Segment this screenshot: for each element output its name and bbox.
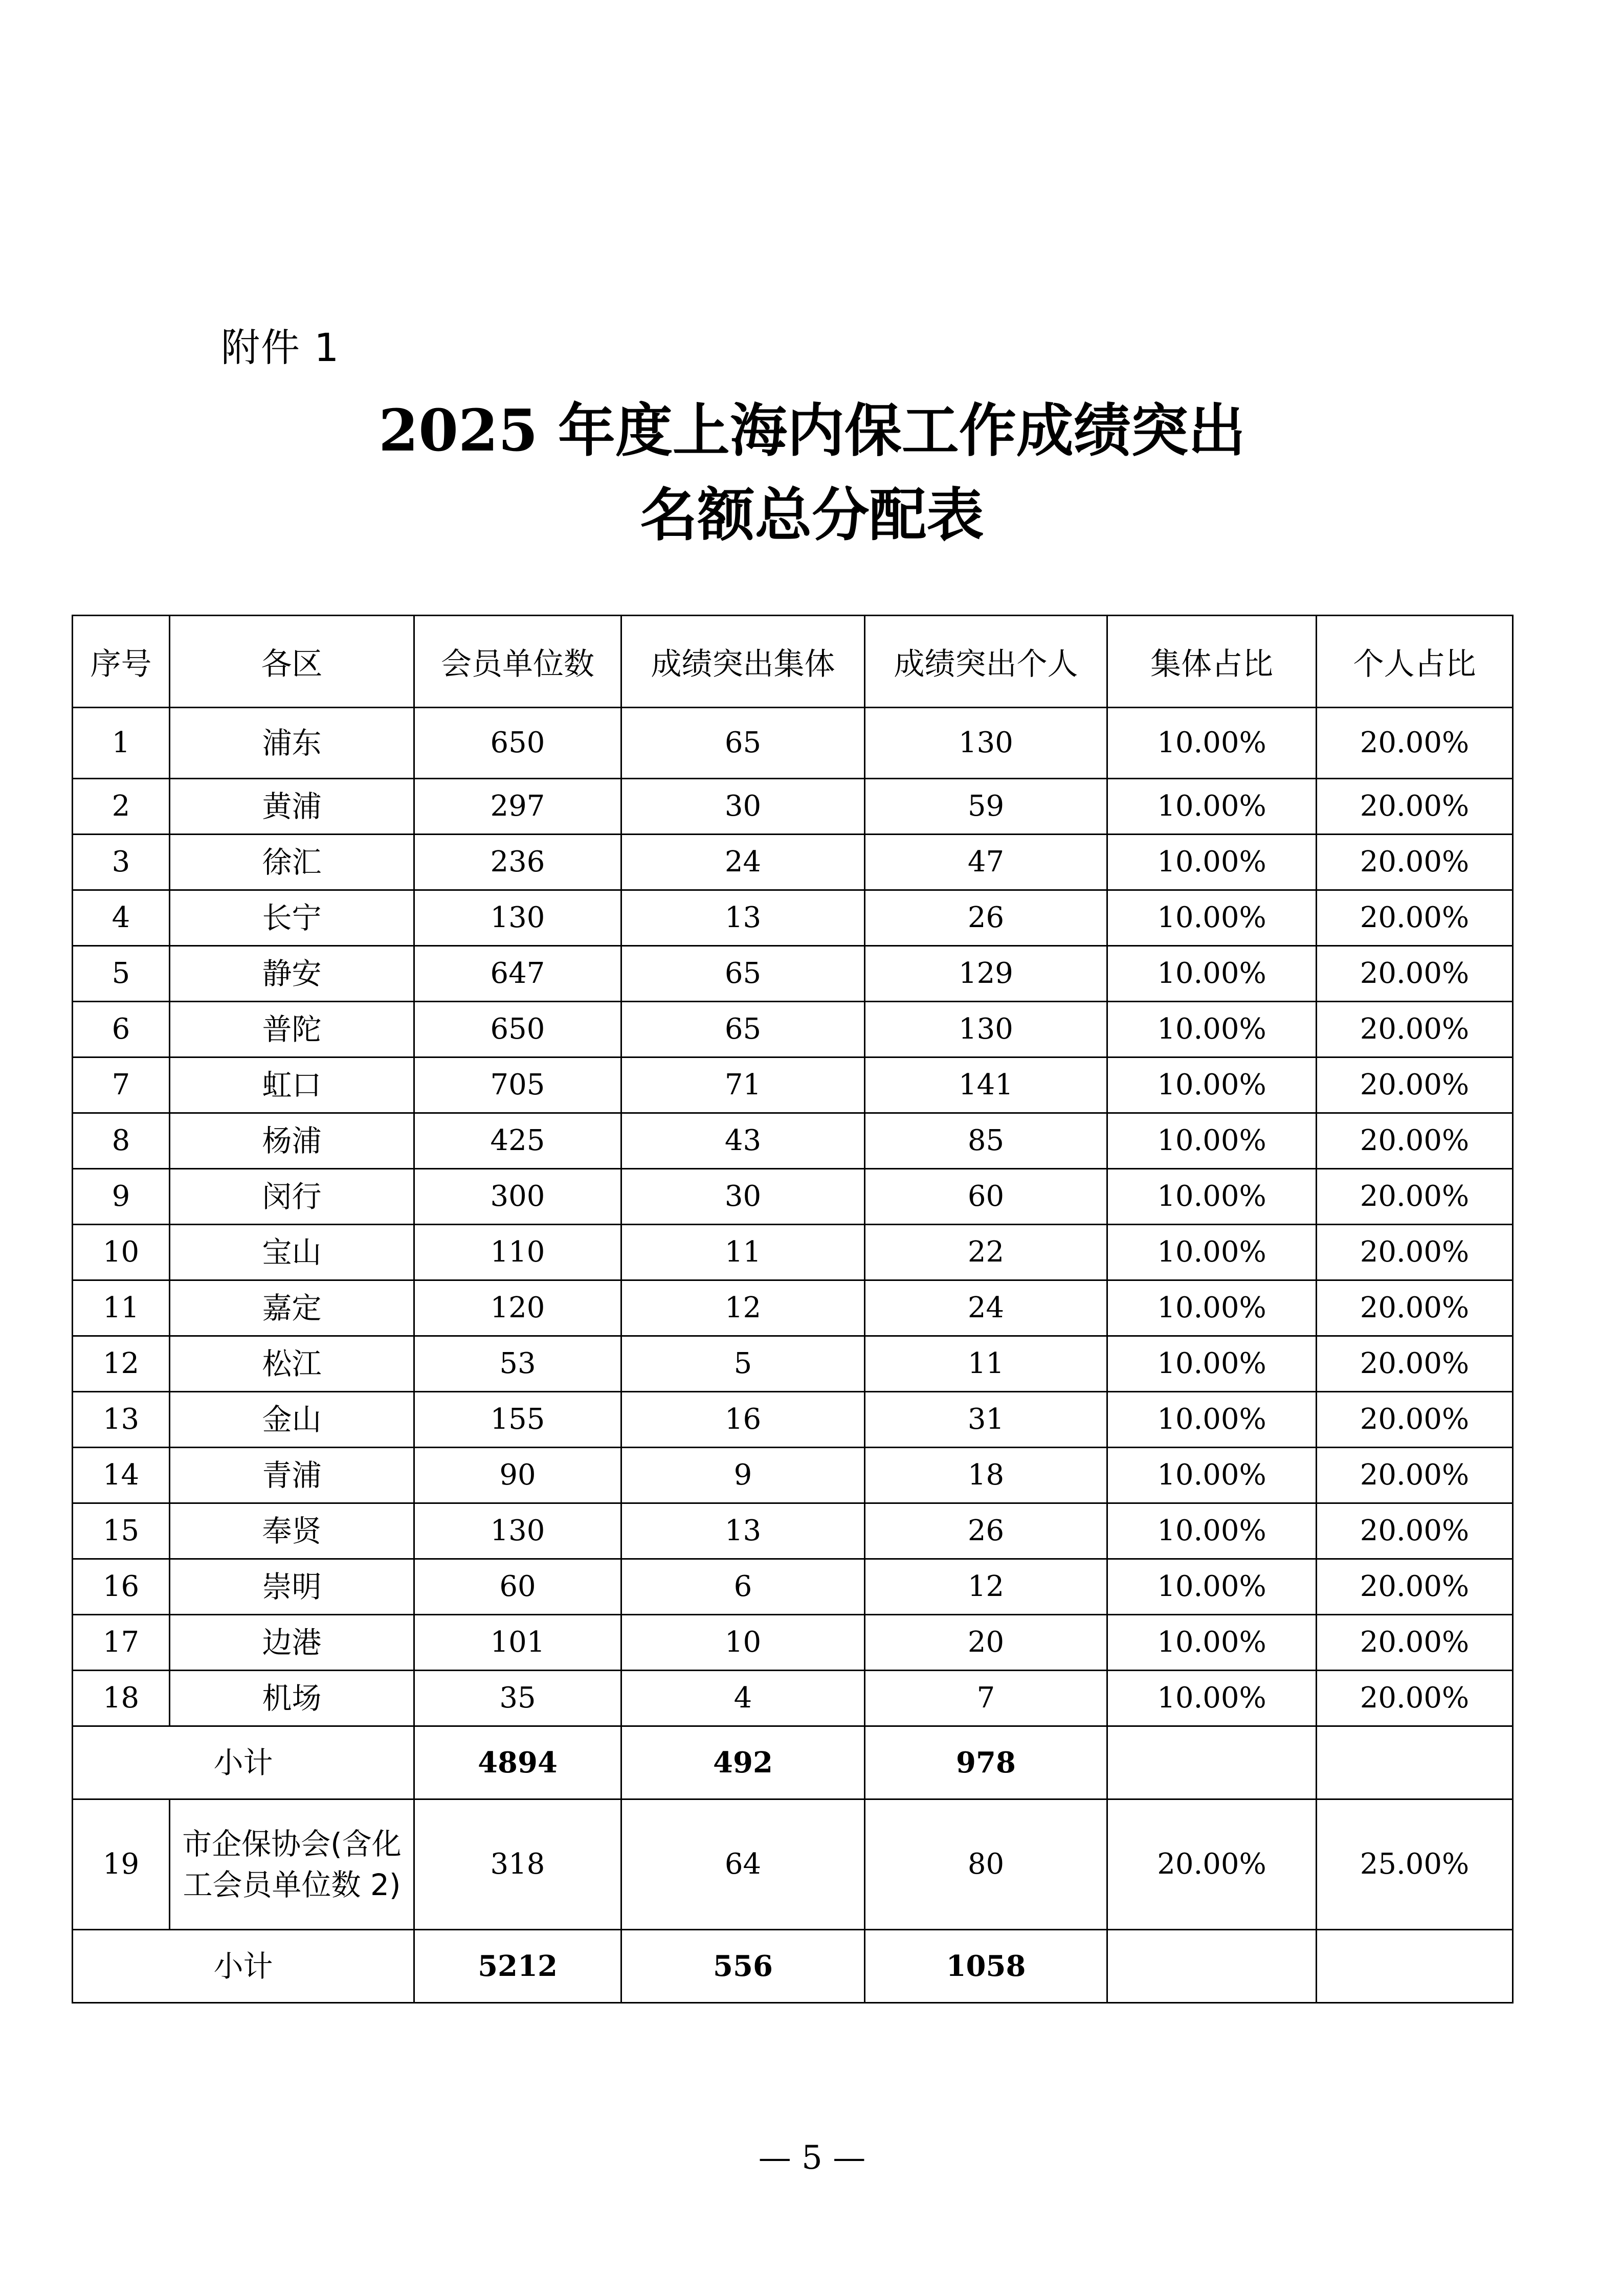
- subtotal-members: 5212: [414, 1930, 621, 2003]
- cell-district: 松江: [170, 1336, 414, 1392]
- cell-collective-ratio: 10.00%: [1107, 779, 1317, 835]
- cell-individual: 20: [865, 1615, 1107, 1671]
- header-row: [73, 616, 1513, 708]
- cell-collective: 71: [621, 1057, 865, 1113]
- cell-index: 1: [73, 708, 170, 779]
- cell-index: 17: [73, 1615, 170, 1671]
- table-row: [73, 1671, 1513, 1726]
- cell-individual: 24: [865, 1280, 1107, 1336]
- subtotal-label: 小计: [73, 1726, 414, 1799]
- cell-index: 15: [73, 1503, 170, 1559]
- cell-collective-ratio: 10.00%: [1107, 708, 1317, 779]
- cell-district: 崇明: [170, 1559, 414, 1615]
- cell-district: 闵行: [170, 1169, 414, 1225]
- table-row: [73, 1392, 1513, 1448]
- cell-district: 徐汇: [170, 835, 414, 890]
- cell-district: 长宁: [170, 890, 414, 946]
- table-row: [73, 946, 1513, 1002]
- cell-index: 13: [73, 1392, 170, 1448]
- association-row: [73, 1799, 1513, 1930]
- table-row: [73, 779, 1513, 835]
- cell-collective-ratio: 10.00%: [1107, 1057, 1317, 1113]
- cell-individual-ratio: 20.00%: [1317, 835, 1513, 890]
- cell-individual: 59: [865, 779, 1107, 835]
- cell-individual-ratio: 20.00%: [1317, 946, 1513, 1002]
- cell-collective: 65: [621, 946, 865, 1002]
- header-index: 序号: [73, 616, 170, 708]
- table-row: [73, 890, 1513, 946]
- cell-district: 机场: [170, 1671, 414, 1726]
- cell-collective: 11: [621, 1225, 865, 1280]
- cell-district: 黄浦: [170, 779, 414, 835]
- cell-individual: 129: [865, 946, 1107, 1002]
- header-outstanding-individual: 成绩突出个人: [865, 616, 1107, 708]
- header-collective-ratio: 集体占比: [1107, 616, 1317, 708]
- cell-district: 虹口: [170, 1057, 414, 1113]
- cell-collective: 65: [621, 1002, 865, 1057]
- subtotal-label: 小计: [73, 1930, 414, 2003]
- cell-members: 318: [414, 1799, 621, 1930]
- table-body: [73, 708, 1513, 2003]
- cell-index: 4: [73, 890, 170, 946]
- cell-collective-ratio: 10.00%: [1107, 1392, 1317, 1448]
- page-number: — 5 —: [758, 2139, 866, 2177]
- cell-index: 16: [73, 1559, 170, 1615]
- cell-individual-ratio: 20.00%: [1317, 1002, 1513, 1057]
- cell-collective: 12: [621, 1280, 865, 1336]
- cell-individual: 11: [865, 1336, 1107, 1392]
- cell-individual: 12: [865, 1559, 1107, 1615]
- subtotal-collective: 492: [621, 1726, 865, 1799]
- cell-district: 宝山: [170, 1225, 414, 1280]
- cell-collective-ratio: 10.00%: [1107, 1503, 1317, 1559]
- cell-index: 19: [73, 1799, 170, 1930]
- cell-members: 236: [414, 835, 621, 890]
- cell-individual: 130: [865, 708, 1107, 779]
- table-row: [73, 1280, 1513, 1336]
- table-row: [73, 1057, 1513, 1113]
- cell-individual: 22: [865, 1225, 1107, 1280]
- cell-collective-ratio: 10.00%: [1107, 1671, 1317, 1726]
- cell-index: 2: [73, 779, 170, 835]
- cell-members: 120: [414, 1280, 621, 1336]
- cell-members: 650: [414, 1002, 621, 1057]
- cell-index: 8: [73, 1113, 170, 1169]
- cell-index: 12: [73, 1336, 170, 1392]
- cell-members: 425: [414, 1113, 621, 1169]
- cell-collective: 13: [621, 890, 865, 946]
- cell-index: 18: [73, 1671, 170, 1726]
- table-row: [73, 1169, 1513, 1225]
- cell-index: 7: [73, 1057, 170, 1113]
- cell-collective: 24: [621, 835, 865, 890]
- cell-index: 6: [73, 1002, 170, 1057]
- cell-collective: 16: [621, 1392, 865, 1448]
- cell-members: 53: [414, 1336, 621, 1392]
- cell-members: 647: [414, 946, 621, 1002]
- cell-members: 35: [414, 1671, 621, 1726]
- cell-members: 300: [414, 1169, 621, 1225]
- cell-collective-ratio: 20.00%: [1107, 1799, 1317, 1930]
- cell-index: 11: [73, 1280, 170, 1336]
- cell-district: 杨浦: [170, 1113, 414, 1169]
- table-row: [73, 1113, 1513, 1169]
- table-row: [73, 1225, 1513, 1280]
- cell-members: 155: [414, 1392, 621, 1448]
- cell-collective-ratio: 10.00%: [1107, 1336, 1317, 1392]
- cell-members: 60: [414, 1559, 621, 1615]
- page-title: [0, 389, 1624, 557]
- header-member-units: 会员单位数: [414, 616, 621, 708]
- title-line-2: 名额总分配表: [640, 482, 984, 549]
- cell-collective-ratio: 10.00%: [1107, 835, 1317, 890]
- cell-collective: 4: [621, 1671, 865, 1726]
- cell-district: 静安: [170, 946, 414, 1002]
- cell-collective: 10: [621, 1615, 865, 1671]
- cell-collective: 65: [621, 708, 865, 779]
- cell-index: 9: [73, 1169, 170, 1225]
- cell-individual: 26: [865, 1503, 1107, 1559]
- subtotal-collective-ratio-empty: [1107, 1930, 1317, 2003]
- cell-individual-ratio: 20.00%: [1317, 1503, 1513, 1559]
- cell-collective-ratio: 10.00%: [1107, 1448, 1317, 1503]
- cell-index: 14: [73, 1448, 170, 1503]
- cell-district: 边港: [170, 1615, 414, 1671]
- cell-individual: 18: [865, 1448, 1107, 1503]
- cell-collective-ratio: 10.00%: [1107, 1615, 1317, 1671]
- table-row: [73, 835, 1513, 890]
- subtotal-members: 4894: [414, 1726, 621, 1799]
- cell-district: 嘉定: [170, 1280, 414, 1336]
- subtotal-row-districts: [73, 1726, 1513, 1799]
- table-row: [73, 1559, 1513, 1615]
- cell-individual-ratio: 20.00%: [1317, 779, 1513, 835]
- cell-collective-ratio: 10.00%: [1107, 1280, 1317, 1336]
- cell-members: 90: [414, 1448, 621, 1503]
- cell-individual-ratio: 20.00%: [1317, 1057, 1513, 1113]
- cell-individual-ratio: 20.00%: [1317, 1336, 1513, 1392]
- subtotal-individual: 1058: [865, 1930, 1107, 2003]
- cell-individual-ratio: 20.00%: [1317, 1559, 1513, 1615]
- cell-individual: 47: [865, 835, 1107, 890]
- cell-individual-ratio: 20.00%: [1317, 1615, 1513, 1671]
- cell-members: 130: [414, 890, 621, 946]
- cell-collective: 30: [621, 1169, 865, 1225]
- cell-collective-ratio: 10.00%: [1107, 1002, 1317, 1057]
- cell-members: 650: [414, 708, 621, 779]
- cell-individual-ratio: 20.00%: [1317, 1392, 1513, 1448]
- cell-collective: 13: [621, 1503, 865, 1559]
- cell-individual-ratio: 20.00%: [1317, 890, 1513, 946]
- cell-collective: 9: [621, 1448, 865, 1503]
- cell-collective: 43: [621, 1113, 865, 1169]
- cell-district: 奉贤: [170, 1503, 414, 1559]
- table-row: [73, 708, 1513, 779]
- cell-members: 297: [414, 779, 621, 835]
- cell-collective-ratio: 10.00%: [1107, 1169, 1317, 1225]
- cell-index: 10: [73, 1225, 170, 1280]
- cell-individual: 7: [865, 1671, 1107, 1726]
- title-line-1: 2025 年度上海内保工作成绩突出: [379, 397, 1245, 464]
- cell-individual-ratio: 20.00%: [1317, 1113, 1513, 1169]
- cell-individual: 31: [865, 1392, 1107, 1448]
- cell-individual-ratio: 20.00%: [1317, 1448, 1513, 1503]
- cell-individual-ratio: 20.00%: [1317, 708, 1513, 779]
- cell-individual-ratio: 20.00%: [1317, 1280, 1513, 1336]
- header-district: 各区: [170, 616, 414, 708]
- cell-association-name: 市企保协会(含化工会员单位数 2): [170, 1799, 414, 1930]
- allocation-table: [72, 615, 1514, 2004]
- cell-collective-ratio: 10.00%: [1107, 1559, 1317, 1615]
- cell-collective: 64: [621, 1799, 865, 1930]
- cell-district: 普陀: [170, 1002, 414, 1057]
- cell-index: 5: [73, 946, 170, 1002]
- cell-individual: 60: [865, 1169, 1107, 1225]
- subtotal-individual: 978: [865, 1726, 1107, 1799]
- table-row: [73, 1503, 1513, 1559]
- cell-individual-ratio: 20.00%: [1317, 1169, 1513, 1225]
- cell-district: 浦东: [170, 708, 414, 779]
- cell-individual: 26: [865, 890, 1107, 946]
- cell-collective: 6: [621, 1559, 865, 1615]
- cell-collective-ratio: 10.00%: [1107, 946, 1317, 1002]
- cell-individual-ratio: 20.00%: [1317, 1671, 1513, 1726]
- cell-collective: 30: [621, 779, 865, 835]
- subtotal-collective: 556: [621, 1930, 865, 2003]
- cell-individual-ratio: 25.00%: [1317, 1799, 1513, 1930]
- header-individual-ratio: 个人占比: [1317, 616, 1513, 708]
- cell-individual: 85: [865, 1113, 1107, 1169]
- subtotal-individual-ratio-empty: [1317, 1930, 1513, 2003]
- table-row: [73, 1002, 1513, 1057]
- cell-individual: 141: [865, 1057, 1107, 1113]
- cell-members: 130: [414, 1503, 621, 1559]
- cell-members: 110: [414, 1225, 621, 1280]
- cell-collective-ratio: 10.00%: [1107, 1225, 1317, 1280]
- subtotal-row-total: [73, 1930, 1513, 2003]
- table-row: [73, 1615, 1513, 1671]
- cell-index: 3: [73, 835, 170, 890]
- cell-members: 101: [414, 1615, 621, 1671]
- table-row: [73, 1336, 1513, 1392]
- subtotal-individual-ratio-empty: [1317, 1726, 1513, 1799]
- cell-collective: 5: [621, 1336, 865, 1392]
- cell-members: 705: [414, 1057, 621, 1113]
- cell-individual-ratio: 20.00%: [1317, 1225, 1513, 1280]
- subtotal-collective-ratio-empty: [1107, 1726, 1317, 1799]
- cell-district: 青浦: [170, 1448, 414, 1503]
- cell-collective-ratio: 10.00%: [1107, 890, 1317, 946]
- cell-collective-ratio: 10.00%: [1107, 1113, 1317, 1169]
- attachment-label: 附件 1: [221, 325, 340, 370]
- cell-district: 金山: [170, 1392, 414, 1448]
- table-row: [73, 1448, 1513, 1503]
- cell-individual: 80: [865, 1799, 1107, 1930]
- header-outstanding-collective: 成绩突出集体: [621, 616, 865, 708]
- cell-individual: 130: [865, 1002, 1107, 1057]
